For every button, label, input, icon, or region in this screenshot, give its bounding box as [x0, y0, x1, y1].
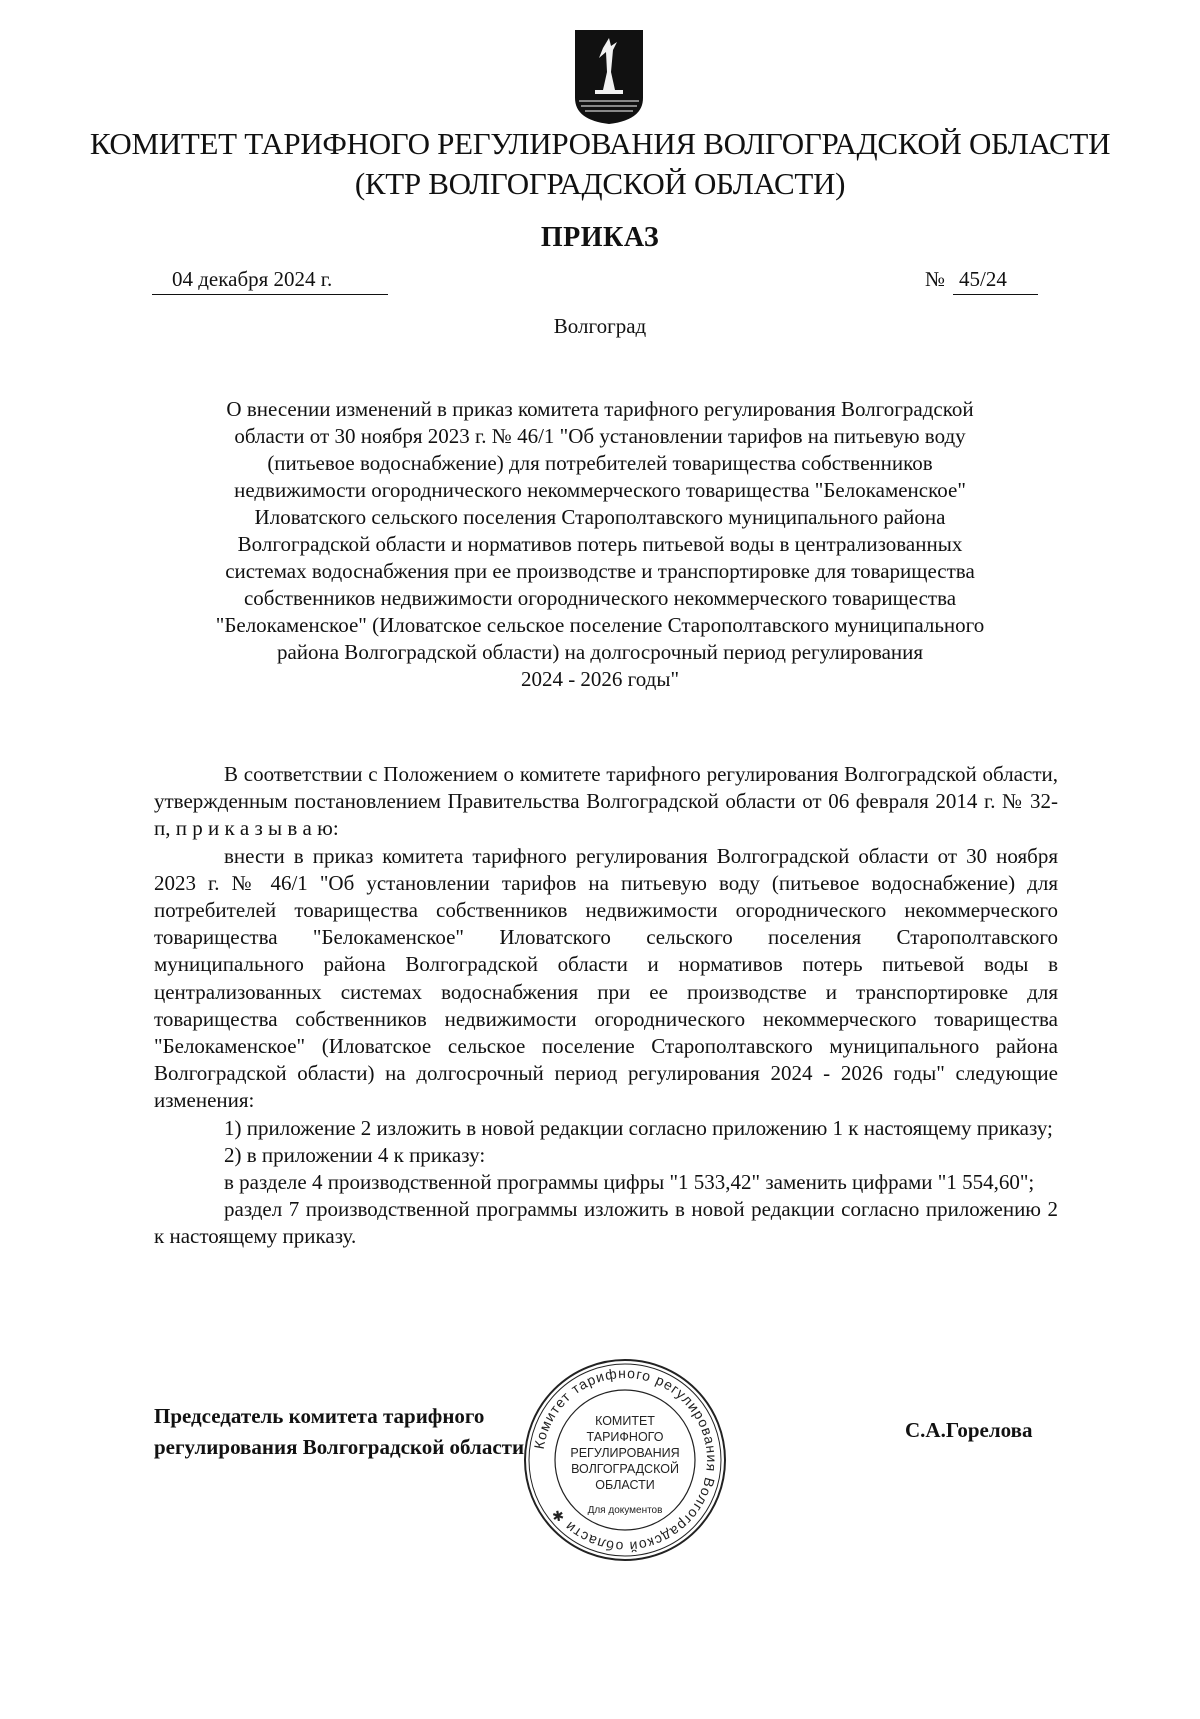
preamble-paragraph: В соответствии с Положением о комитете тарифного регулирования Волгоградской области, утвержденным постановлением Правительства Волгоградской области от 06 февраля 2014 г. № 32-п, п р и к а з ы в а ю: [154, 762, 1058, 841]
section-4-paragraph: в разделе 4 производственной программы цифры "1 533,42" заменить цифрами "1 554,60"; [224, 1170, 1035, 1195]
city: Волгоград [553, 314, 647, 338]
order-number-block [925, 264, 1038, 295]
section-7-paragraph: раздел 7 производственной программы изложить в новой редакции согласно приложению 2 к настоящему приказу. [154, 1197, 1058, 1249]
organization-name-line1: КОМИТЕТ ТАРИФНОГО РЕГУЛИРОВАНИЯ ВОЛГОГРАДСКОЙ ОБЛАСТИ [89, 126, 1111, 161]
svg-text:КОМИТЕТ: КОМИТЕТ [595, 1414, 655, 1428]
signatory-position-line2: регулирования Волгоградской области [154, 1435, 525, 1459]
subject-line: района Волгоградской области) на долгосрочный период регулирования [276, 640, 924, 664]
subject-line: Волгоградской области и нормативов потерь питьевой воды в централизованных [237, 532, 963, 556]
signatory-position [154, 1401, 524, 1463]
coat-of-arms-emblem [573, 28, 645, 125]
order-date: 04 декабря 2024 г. [152, 264, 388, 295]
subject-line: Иловатского сельского поселения Старополтавского муниципального района [254, 505, 946, 529]
number-sign: № [925, 267, 946, 291]
svg-text:ТАРИФНОГО: ТАРИФНОГО [586, 1430, 664, 1444]
subject-line: системах водоснабжения при ее производстве и транспортировке для товарищества [225, 559, 975, 583]
order-body [154, 761, 1058, 1251]
subject-line: (питьевое водоснабжение) для потребителей товарищества собственников [267, 451, 933, 475]
svg-text:РЕГУЛИРОВАНИЯ: РЕГУЛИРОВАНИЯ [570, 1446, 680, 1460]
subject-line: 2024 - 2026 годы" [520, 667, 680, 691]
signatory-name: С.А.Горелова [905, 1418, 1033, 1442]
subject-line: "Белокаменское" (Иловатское сельское поселение Старополтавского муниципального [215, 613, 985, 637]
svg-text:Для документов: Для документов [587, 1505, 663, 1516]
item-2-paragraph: 2) в приложении 4 к приказу: [224, 1142, 486, 1167]
document-title: ПРИКАЗ [540, 222, 660, 253]
official-seal [520, 1355, 730, 1565]
organization-name-line2: (КТР ВОЛГОГРАДСКОЙ ОБЛАСТИ) [354, 166, 846, 201]
order-paragraph: внести в приказ комитета тарифного регулирования Волгоградской области от 30 ноября 2023 г. № 46/1 "Об установлении тарифов на питьевую воду (питьевое водоснабжение) для потребителей товарищества собственников недвижимости огороднического некоммерческого товарищества "Белокаменское" Иловатского сельского поселения Старополтавского муниципального района Волгоградской области и нормативов потерь питьевой воды в централизованных системах водоснабжения при ее производстве и транспортировке для товарищества собственников недвижимости огороднического некоммерческого товарищества "Белокаменское" (Иловатское сельское поселение Старополтавского муниципального района Волгоградской области) на долгосрочный период регулирования 2024 - 2026 годы" следующие изменения: [154, 843, 1058, 1113]
subject-line: области от 30 ноября 2023 г. № 46/1 "Об установлении тарифов на питьевую воду [234, 424, 966, 448]
order-number: 45/24 [953, 264, 1038, 295]
signatory-position-line1: Председатель комитета тарифного [154, 1404, 485, 1428]
svg-text:Комитет тарифного регулировани: Комитет тарифного регулирования Волгоградской области ✱ [530, 1364, 721, 1556]
order-subject [140, 396, 1060, 693]
organization-name [0, 124, 1200, 204]
item-1-paragraph: 1) приложение 2 изложить в новой редакции согласно приложению 1 к настоящему приказу; [224, 1115, 1053, 1140]
svg-text:ОБЛАСТИ: ОБЛАСТИ [595, 1478, 655, 1492]
subject-line: собственников недвижимости огороднического некоммерческого товарищества [243, 586, 957, 610]
subject-line: О внесении изменений в приказ комитета тарифного регулирования Волгоградской [226, 397, 974, 421]
svg-text:ВОЛГОГРАДСКОЙ: ВОЛГОГРАДСКОЙ [571, 1462, 679, 1476]
subject-line: недвижимости огороднического некоммерческого товарищества "Белокаменское" [234, 478, 966, 502]
